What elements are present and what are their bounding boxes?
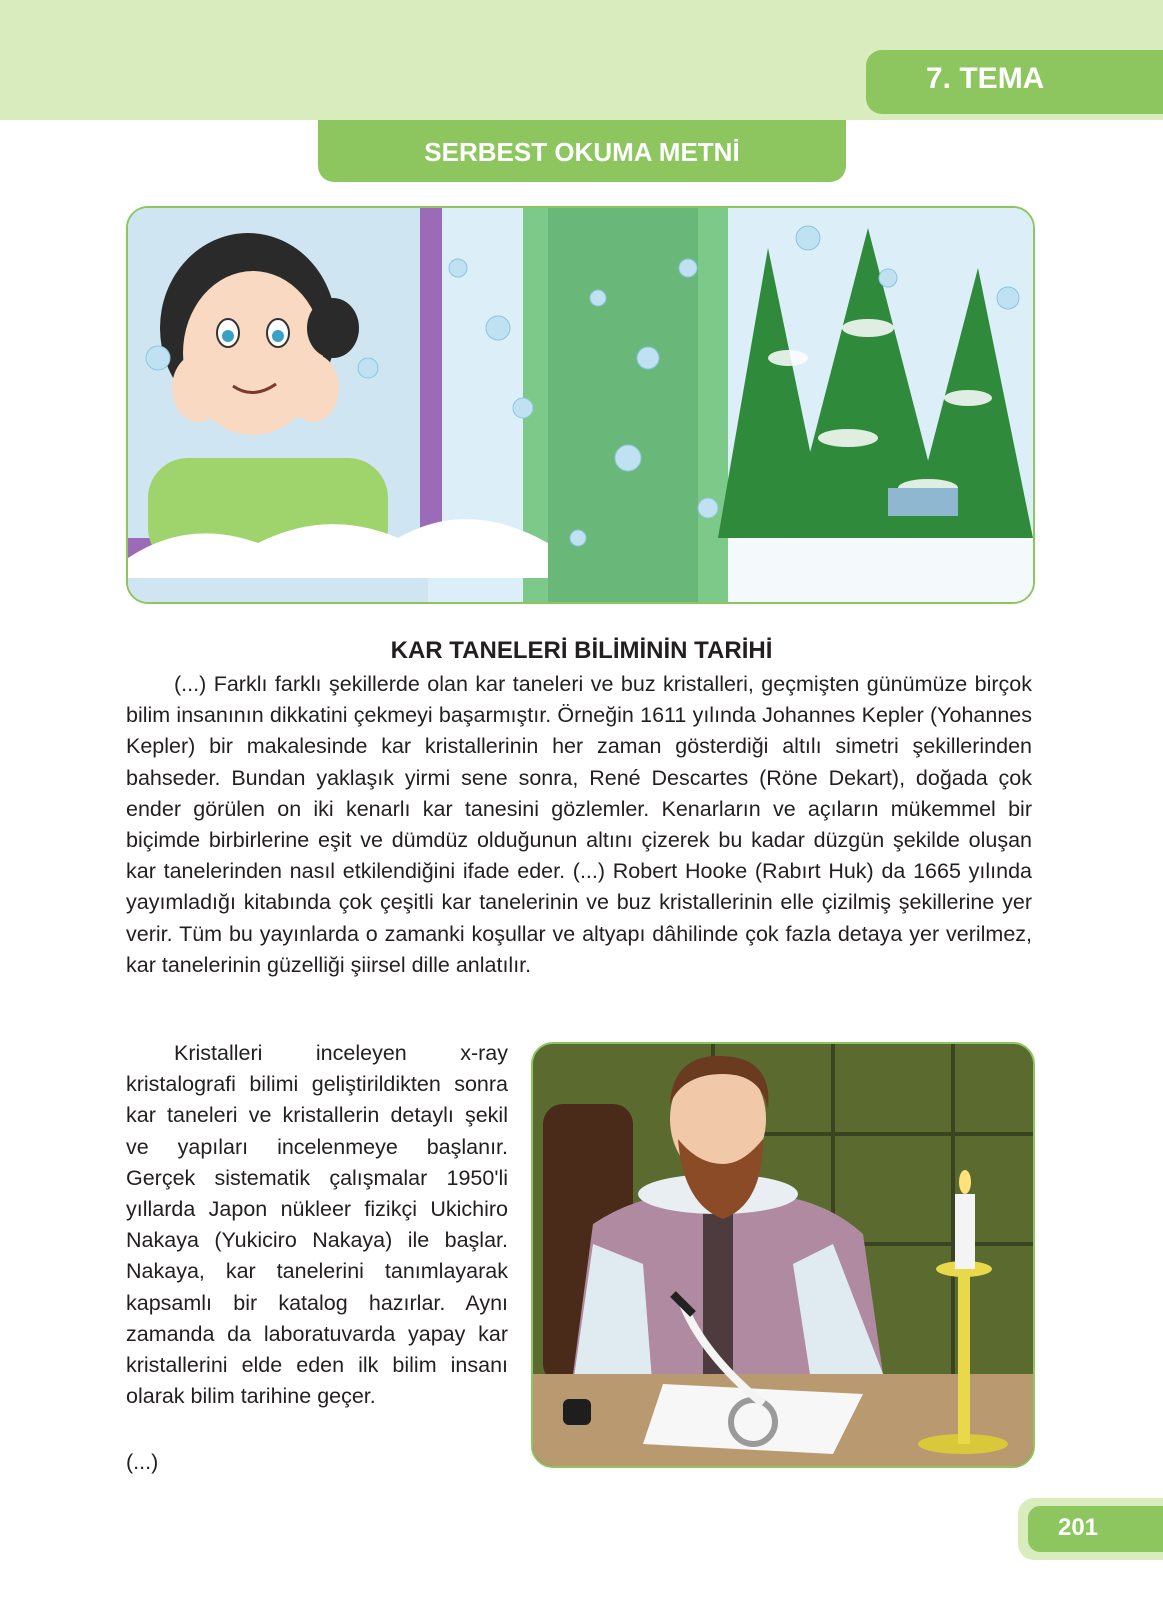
girl-window-drawing	[128, 208, 1033, 602]
section-label: SERBEST OKUMA METNİ	[424, 137, 740, 167]
page-number: 201	[1057, 1514, 1099, 1541]
article-paragraph-2-ellipsis: (...)	[126, 1450, 159, 1474]
kepler-drawing	[533, 1044, 1033, 1466]
article-paragraph-1: (...) Farklı farklı şekillerde olan kar taneleri ve buz kristalleri, geçmişten günümüze birçok bilim insanının dikkatini çekmeyi başarmıştır. Örneğin 1611 yılında Johannes Kepler (Yohannes Kepler) bir makalesinde kar kristallerinin her zaman gösterdiği altılı simetri şekillerinden bahseder. Bundan yaklaşık yirmi sene sonra, René Descartes (Röne Dekart), doğada çok ender görülen on iki kenarlı kar tanesini gözlemler. Kenarların ve açıların mükemmel bir biçimde birbirlerine eşit ve dümdüz olduğunun altını çizerek bu kadar düzgün şekilde oluşan kar tanelerinden nasıl etkilendiğini ifade eder. (...) Robert Hooke (Rabırt Huk) da 1665 yılında yayımladığı kitabında çok çeşitli kar tanelerinin ve buz kristallerinin elle çizilmiş şekillerine yer verir. Tüm bu yayınlarda o zamanki koşullar ve altyapı dâhilinde çok fazla detaya yer verilmez, kar tanelerinin güzelliği şiirsel dille anlatılır.	[126, 672, 1032, 977]
illustration-kepler	[531, 1042, 1035, 1468]
illustration-girl-window	[126, 206, 1035, 604]
article-paragraph-2: Kristalleri inceleyen x-ray kristalografi bilimi geliştirildikten sonra kar taneleri ve kristallerin detaylı şekil ve yapıları incelenmeye başlanır. Gerçek sistematik çalışmalar 1950'li yıllarda Japon nükleer fizikçi Ukichiro Nakaya (Yukiciro Nakaya) ile başlar. Nakaya, kar tanelerini tanımlayarak kapsamlı bir katalog hazırlar. Aynı zamanda da laboratuvarda yapay kar kristallerini elde eden ilk bilim insanı olarak bilim tarihine geçer.	[126, 1041, 508, 1409]
article-title: KAR TANELERİ BİLİMİNİN TARİHİ	[390, 637, 773, 664]
theme-label: 7. TEMA	[926, 62, 1045, 95]
